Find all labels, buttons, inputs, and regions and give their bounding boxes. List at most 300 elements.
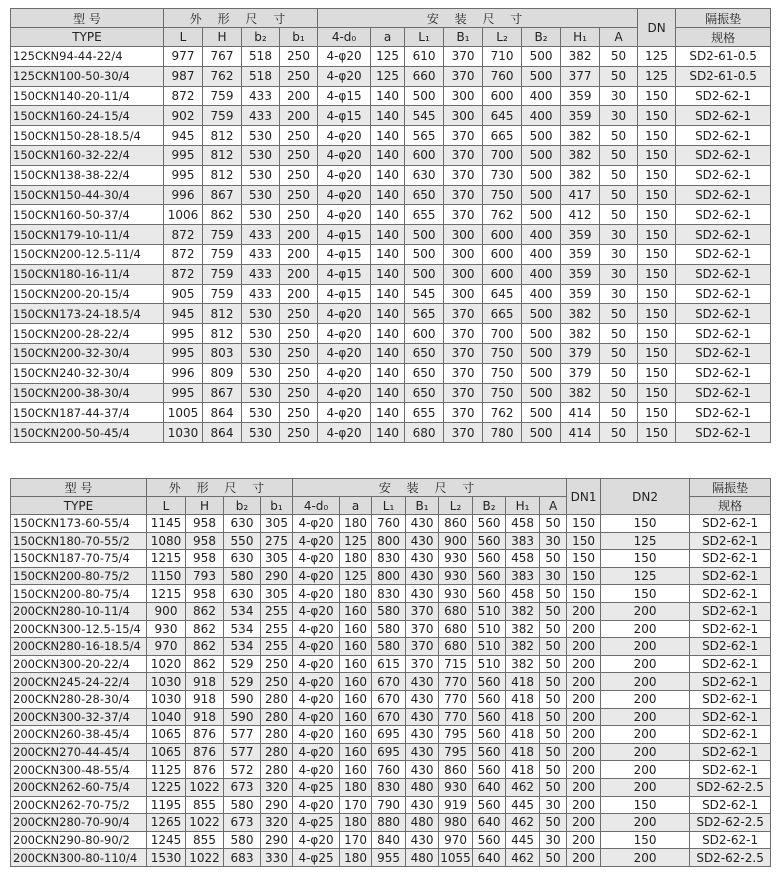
table-cell: SD2-62-1 bbox=[690, 602, 771, 620]
table-cell: 530 bbox=[242, 185, 280, 205]
column-header: A bbox=[540, 497, 567, 515]
table-cell: 4-φ15 bbox=[318, 86, 371, 106]
table-cell: 50 bbox=[600, 126, 638, 146]
table-cell: 560 bbox=[473, 690, 506, 708]
table-cell: 995 bbox=[164, 343, 203, 363]
table-cell: SD2-62-1 bbox=[676, 304, 771, 324]
table-cell: 518 bbox=[242, 66, 280, 86]
table-cell: 305 bbox=[261, 550, 293, 568]
table-cell: 50 bbox=[600, 205, 638, 225]
table-cell: 430 bbox=[406, 585, 439, 603]
table-cell: 180 bbox=[340, 814, 372, 832]
table-cell: 50 bbox=[600, 185, 638, 205]
table-cell: 480 bbox=[406, 778, 439, 796]
table-cell: 250 bbox=[280, 363, 318, 383]
table-cell: 759 bbox=[203, 225, 242, 245]
table-row bbox=[11, 225, 771, 245]
model-cell: 150CKN180-16-11/4 bbox=[11, 264, 164, 284]
column-header: 4-d₀ bbox=[318, 28, 371, 47]
table-cell: 200 bbox=[567, 673, 601, 691]
table-cell: 50 bbox=[540, 726, 567, 744]
table-cell: 872 bbox=[164, 86, 203, 106]
table-cell: 958 bbox=[186, 550, 224, 568]
table-cell: 382 bbox=[561, 165, 600, 185]
table-cell: 200 bbox=[280, 284, 318, 304]
table-cell: 433 bbox=[242, 244, 280, 264]
table-cell: 4-φ15 bbox=[318, 264, 371, 284]
model-cell: 200CKN300-32-37/4 bbox=[11, 708, 147, 726]
table-cell: 930 bbox=[439, 778, 473, 796]
table-cell: 150 bbox=[601, 831, 690, 849]
table-cell: 905 bbox=[164, 284, 203, 304]
table-row bbox=[11, 343, 771, 363]
table-cell: 200 bbox=[567, 638, 601, 656]
table-cell: 370 bbox=[444, 205, 483, 225]
table-cell: 250 bbox=[280, 165, 318, 185]
model-cell: 125CKN100-50-30/4 bbox=[11, 66, 164, 86]
table-cell: 300 bbox=[444, 264, 483, 284]
pad-spec-header-line1: 隔振垫 bbox=[676, 9, 771, 28]
table-cell: 433 bbox=[242, 264, 280, 284]
model-cell: 150CKN200-80-75/4 bbox=[11, 585, 147, 603]
table-cell: SD2-62-1 bbox=[690, 585, 771, 603]
table-cell: 700 bbox=[483, 324, 522, 344]
table-cell: 50 bbox=[540, 550, 567, 568]
table-cell: 867 bbox=[203, 185, 242, 205]
type-header: TYPE bbox=[11, 28, 164, 47]
table-cell: 255 bbox=[261, 620, 293, 638]
table-cell: 650 bbox=[405, 363, 444, 383]
table-cell: 4-φ20 bbox=[293, 673, 340, 691]
table-cell: 4-φ20 bbox=[293, 585, 340, 603]
table-cell: 970 bbox=[147, 638, 186, 656]
column-header: H bbox=[186, 497, 224, 515]
table-cell: 759 bbox=[203, 264, 242, 284]
table-cell: 150 bbox=[567, 515, 601, 533]
table-cell: 359 bbox=[561, 225, 600, 245]
table-cell: 433 bbox=[242, 86, 280, 106]
table-cell: 30 bbox=[540, 532, 567, 550]
table-row bbox=[11, 515, 771, 533]
table-cell: 812 bbox=[203, 126, 242, 146]
table-cell: 680 bbox=[439, 602, 473, 620]
table-cell: 50 bbox=[600, 47, 638, 67]
table-cell: SD2-62-1 bbox=[690, 743, 771, 761]
table-cell: 4-φ15 bbox=[318, 244, 371, 264]
table-cell: 382 bbox=[506, 602, 540, 620]
column-header: L₂ bbox=[439, 497, 473, 515]
column-header: a bbox=[340, 497, 372, 515]
table-cell: 600 bbox=[405, 324, 444, 344]
table-cell: 150 bbox=[638, 324, 676, 344]
table-cell: 458 bbox=[506, 550, 540, 568]
table-cell: 510 bbox=[473, 620, 506, 638]
table-cell: SD2-62-2.5 bbox=[690, 849, 771, 867]
table-cell: 250 bbox=[261, 655, 293, 673]
table-row bbox=[11, 743, 771, 761]
table-cell: SD2-62-1 bbox=[676, 225, 771, 245]
table-cell: 1195 bbox=[147, 796, 186, 814]
table-cell: 510 bbox=[473, 602, 506, 620]
table-cell: 4-φ20 bbox=[318, 205, 371, 225]
table-cell: 918 bbox=[186, 708, 224, 726]
table-cell: 150 bbox=[638, 304, 676, 324]
table-cell: 180 bbox=[340, 550, 372, 568]
table-cell: 673 bbox=[224, 814, 261, 832]
table-cell: 150 bbox=[638, 106, 676, 126]
column-header: L₁ bbox=[405, 28, 444, 47]
column-header: H₁ bbox=[561, 28, 600, 47]
table-cell: 900 bbox=[147, 602, 186, 620]
table-cell: 4-φ15 bbox=[318, 106, 371, 126]
table-cell: 530 bbox=[242, 324, 280, 344]
table-cell: 876 bbox=[186, 726, 224, 744]
table-cell: 300 bbox=[444, 284, 483, 304]
table-cell: 200 bbox=[567, 743, 601, 761]
table-cell: 867 bbox=[203, 383, 242, 403]
table-cell: 150 bbox=[601, 515, 690, 533]
table-cell: 430 bbox=[406, 567, 439, 585]
table-cell: 170 bbox=[340, 831, 372, 849]
model-cell: 150CKN173-24-18.5/4 bbox=[11, 304, 164, 324]
table-cell: SD2-62-1 bbox=[676, 264, 771, 284]
table-cell: 630 bbox=[405, 165, 444, 185]
table-cell: 445 bbox=[506, 831, 540, 849]
table-cell: SD2-62-1 bbox=[690, 673, 771, 691]
table-cell: 530 bbox=[242, 363, 280, 383]
table-cell: 500 bbox=[522, 185, 561, 205]
table-cell: 414 bbox=[561, 423, 600, 443]
table-2-header bbox=[11, 479, 771, 515]
table-cell: 630 bbox=[224, 585, 261, 603]
table-cell: 862 bbox=[186, 638, 224, 656]
table-row bbox=[11, 796, 771, 814]
table-cell: 530 bbox=[242, 126, 280, 146]
table-cell: SD2-62-1 bbox=[676, 403, 771, 423]
table-cell: 560 bbox=[473, 673, 506, 691]
table-row bbox=[11, 814, 771, 832]
table-cell: 383 bbox=[506, 532, 540, 550]
table-cell: 160 bbox=[340, 620, 372, 638]
table-cell: SD2-62-1 bbox=[690, 726, 771, 744]
table-cell: 150 bbox=[601, 550, 690, 568]
table-cell: 945 bbox=[164, 304, 203, 324]
table-cell: 50 bbox=[540, 778, 567, 796]
install-dimensions-header: 安 装 尺 寸 bbox=[318, 9, 638, 28]
table-cell: 872 bbox=[164, 264, 203, 284]
table-cell: 660 bbox=[405, 66, 444, 86]
table-cell: 400 bbox=[522, 106, 561, 126]
model-cell: 150CKN187-44-37/4 bbox=[11, 403, 164, 423]
table-cell: 872 bbox=[164, 225, 203, 245]
table-cell: 400 bbox=[522, 284, 561, 304]
table-row bbox=[11, 778, 771, 796]
model-cell: 200CKN290-80-90/2 bbox=[11, 831, 147, 849]
table-cell: 50 bbox=[600, 403, 638, 423]
table-cell: 958 bbox=[186, 585, 224, 603]
table-cell: 150 bbox=[638, 86, 676, 106]
table-cell: 462 bbox=[506, 849, 540, 867]
table-cell: 200 bbox=[280, 106, 318, 126]
table-cell: 250 bbox=[280, 423, 318, 443]
table-cell: 418 bbox=[506, 673, 540, 691]
table-cell: 560 bbox=[473, 567, 506, 585]
table-cell: 615 bbox=[372, 655, 406, 673]
table-cell: 140 bbox=[371, 304, 405, 324]
table-cell: 560 bbox=[473, 761, 506, 779]
table-cell: 382 bbox=[561, 47, 600, 67]
table-cell: 305 bbox=[261, 515, 293, 533]
table-cell: SD2-62-1 bbox=[676, 205, 771, 225]
table-cell: 359 bbox=[561, 244, 600, 264]
table-cell: 140 bbox=[371, 264, 405, 284]
table-cell: 370 bbox=[444, 66, 483, 86]
table-cell: 812 bbox=[203, 165, 242, 185]
table-cell: 250 bbox=[280, 205, 318, 225]
model-cell: 200CKN260-38-45/4 bbox=[11, 726, 147, 744]
table-row bbox=[11, 205, 771, 225]
table-cell: 630 bbox=[224, 515, 261, 533]
table-cell: 590 bbox=[224, 690, 261, 708]
table-cell: 140 bbox=[371, 284, 405, 304]
table-cell: 140 bbox=[371, 423, 405, 443]
table-cell: 4-φ20 bbox=[318, 145, 371, 165]
table-cell: 280 bbox=[261, 708, 293, 726]
table-cell: 560 bbox=[473, 831, 506, 849]
table-cell: 1080 bbox=[147, 532, 186, 550]
table-cell: 50 bbox=[540, 849, 567, 867]
table-cell: 759 bbox=[203, 86, 242, 106]
model-cell: 150CKN173-60-55/4 bbox=[11, 515, 147, 533]
table-cell: 4-φ20 bbox=[293, 620, 340, 638]
table-cell: 305 bbox=[261, 585, 293, 603]
table-cell: 370 bbox=[444, 403, 483, 423]
table-cell: 418 bbox=[506, 761, 540, 779]
table-cell: 730 bbox=[483, 165, 522, 185]
table-cell: 930 bbox=[439, 585, 473, 603]
table-cell: 300 bbox=[444, 106, 483, 126]
model-cell: 150CKN200-32-30/4 bbox=[11, 343, 164, 363]
table-cell: 30 bbox=[540, 567, 567, 585]
table-cell: 430 bbox=[406, 532, 439, 550]
table-cell: 876 bbox=[186, 743, 224, 761]
table-row bbox=[11, 620, 771, 638]
table-cell: 400 bbox=[522, 86, 561, 106]
table-cell: 430 bbox=[406, 726, 439, 744]
table-cell: 1530 bbox=[147, 849, 186, 867]
table-cell: 4-φ20 bbox=[293, 515, 340, 533]
table-cell: 500 bbox=[522, 304, 561, 324]
table-cell: 673 bbox=[224, 778, 261, 796]
model-cell: 150CKN138-38-22/4 bbox=[11, 165, 164, 185]
table-cell: 500 bbox=[522, 145, 561, 165]
table-2-body bbox=[11, 515, 771, 867]
table-cell: 1265 bbox=[147, 814, 186, 832]
table-cell: SD2-62-1 bbox=[676, 145, 771, 165]
table-cell: 200 bbox=[601, 708, 690, 726]
table-row bbox=[11, 304, 771, 324]
table-cell: 150 bbox=[638, 423, 676, 443]
table-cell: 379 bbox=[561, 363, 600, 383]
table-row bbox=[11, 66, 771, 86]
table-cell: 800 bbox=[372, 567, 406, 585]
table-cell: 200 bbox=[280, 264, 318, 284]
column-header: b₂ bbox=[224, 497, 261, 515]
table-cell: 809 bbox=[203, 363, 242, 383]
table-cell: 4-φ20 bbox=[318, 324, 371, 344]
table-cell: 30 bbox=[540, 796, 567, 814]
table-cell: 150 bbox=[638, 145, 676, 165]
table-cell: 577 bbox=[224, 726, 261, 744]
table-cell: 1022 bbox=[186, 849, 224, 867]
table-cell: SD2-62-1 bbox=[690, 655, 771, 673]
table-cell: 200 bbox=[601, 602, 690, 620]
table-cell: 1055 bbox=[440, 850, 471, 865]
table-row bbox=[11, 185, 771, 205]
table-cell: 534 bbox=[224, 638, 261, 656]
table-cell: 250 bbox=[280, 343, 318, 363]
table-cell: 150 bbox=[601, 585, 690, 603]
table-cell: 418 bbox=[506, 743, 540, 761]
table-cell: 150 bbox=[638, 363, 676, 383]
table-cell: 50 bbox=[600, 343, 638, 363]
table-cell: 462 bbox=[506, 778, 540, 796]
table-row bbox=[11, 284, 771, 304]
table-cell: 359 bbox=[561, 86, 600, 106]
model-cell: 200CKN280-10-11/4 bbox=[11, 602, 147, 620]
table-cell: 710 bbox=[483, 47, 522, 67]
table-cell: 140 bbox=[371, 225, 405, 245]
table-cell: 500 bbox=[522, 363, 561, 383]
pad-spec-header-line2: 规格 bbox=[676, 28, 771, 47]
table-cell: 500 bbox=[522, 47, 561, 67]
table-cell: 200 bbox=[567, 761, 601, 779]
pump-spec-table-1 bbox=[10, 8, 771, 443]
table-cell: 412 bbox=[561, 205, 600, 225]
model-cell: 200CKN300-20-22/4 bbox=[11, 655, 147, 673]
table-cell: 370 bbox=[444, 47, 483, 67]
table-cell: 545 bbox=[405, 284, 444, 304]
table-cell: 995 bbox=[164, 324, 203, 344]
table-cell: 1006 bbox=[164, 205, 203, 225]
table-cell: 430 bbox=[406, 743, 439, 761]
table-cell: 565 bbox=[405, 126, 444, 146]
table-cell: 995 bbox=[164, 383, 203, 403]
table-cell: 370 bbox=[444, 423, 483, 443]
table-cell: 370 bbox=[444, 185, 483, 205]
table-cell: 4-φ20 bbox=[318, 343, 371, 363]
table-cell: 902 bbox=[164, 106, 203, 126]
table-cell: 50 bbox=[540, 638, 567, 656]
table-cell: 4-φ25 bbox=[293, 849, 340, 867]
column-header: b₁ bbox=[261, 497, 293, 515]
table-cell: 862 bbox=[203, 205, 242, 225]
table-cell: 370 bbox=[444, 363, 483, 383]
table-cell: 125 bbox=[340, 532, 372, 550]
table-cell: 150 bbox=[638, 403, 676, 423]
table-cell: 1065 bbox=[147, 743, 186, 761]
table-cell: 275 bbox=[261, 532, 293, 550]
table-cell: SD2-62-1 bbox=[676, 165, 771, 185]
model-cell: 150CKN179-10-11/4 bbox=[11, 225, 164, 245]
table-cell: 760 bbox=[483, 66, 522, 86]
table-cell: 1040 bbox=[147, 708, 186, 726]
table-cell: 417 bbox=[561, 185, 600, 205]
table-cell: 650 bbox=[405, 185, 444, 205]
table-cell: 140 bbox=[371, 403, 405, 423]
table-cell: 4-φ20 bbox=[293, 761, 340, 779]
table-cell: 150 bbox=[567, 567, 601, 585]
model-cell: 200CKN300-80-110/4 bbox=[11, 849, 147, 867]
table-cell: SD2-62-1 bbox=[676, 324, 771, 344]
table-cell: 996 bbox=[164, 185, 203, 205]
table-cell: 565 bbox=[405, 304, 444, 324]
table-cell: 150 bbox=[638, 205, 676, 225]
model-cell: 150CKN200-28-22/4 bbox=[11, 324, 164, 344]
table-cell: 382 bbox=[561, 304, 600, 324]
table-cell: 530 bbox=[242, 304, 280, 324]
table-cell: 640 bbox=[473, 849, 506, 867]
table-cell: 150 bbox=[638, 284, 676, 304]
table-cell: 812 bbox=[203, 324, 242, 344]
table-cell: 572 bbox=[224, 761, 261, 779]
table-cell: 900 bbox=[439, 532, 473, 550]
table-cell: 4-φ20 bbox=[293, 796, 340, 814]
table-cell: SD2-62-1 bbox=[676, 423, 771, 443]
table-cell: 150 bbox=[638, 225, 676, 245]
table-cell: 645 bbox=[483, 284, 522, 304]
table-cell: 930 bbox=[439, 567, 473, 585]
table-cell: 140 bbox=[371, 145, 405, 165]
table-cell: SD2-62-1 bbox=[676, 343, 771, 363]
table-cell: 958 bbox=[186, 515, 224, 533]
table-cell: SD2-62-1 bbox=[690, 796, 771, 814]
table-cell: 795 bbox=[439, 743, 473, 761]
table-cell: 382 bbox=[561, 383, 600, 403]
table-cell: 880 bbox=[372, 814, 406, 832]
table-cell: 370 bbox=[444, 324, 483, 344]
table-cell: 200 bbox=[601, 814, 690, 832]
table-cell: 50 bbox=[540, 602, 567, 620]
table-cell: 4-φ15 bbox=[318, 284, 371, 304]
table-cell: 290 bbox=[261, 831, 293, 849]
table-cell: 140 bbox=[371, 205, 405, 225]
table-cell: SD2-62-1 bbox=[676, 363, 771, 383]
table-cell: 370 bbox=[444, 145, 483, 165]
table-cell: 750 bbox=[483, 185, 522, 205]
table-cell: SD2-62-1 bbox=[676, 126, 771, 146]
table-cell: 200 bbox=[280, 86, 318, 106]
table-cell: 250 bbox=[280, 145, 318, 165]
table-cell: 30 bbox=[600, 225, 638, 245]
table-cell: 430 bbox=[406, 550, 439, 568]
table-cell: 500 bbox=[405, 244, 444, 264]
table-cell: 4-φ20 bbox=[293, 602, 340, 620]
table-cell: 987 bbox=[164, 66, 203, 86]
table-cell: 500 bbox=[522, 66, 561, 86]
table-cell: 140 bbox=[371, 383, 405, 403]
table-cell: 50 bbox=[540, 515, 567, 533]
table-cell: 930 bbox=[147, 620, 186, 638]
table-row bbox=[11, 849, 771, 867]
table-cell: 590 bbox=[224, 708, 261, 726]
table-cell: 995 bbox=[164, 145, 203, 165]
table-cell: 290 bbox=[261, 567, 293, 585]
table-cell: 480 bbox=[406, 849, 439, 867]
table-cell: 370 bbox=[406, 620, 439, 638]
table-cell: 160 bbox=[340, 726, 372, 744]
table-cell: 655 bbox=[405, 403, 444, 423]
